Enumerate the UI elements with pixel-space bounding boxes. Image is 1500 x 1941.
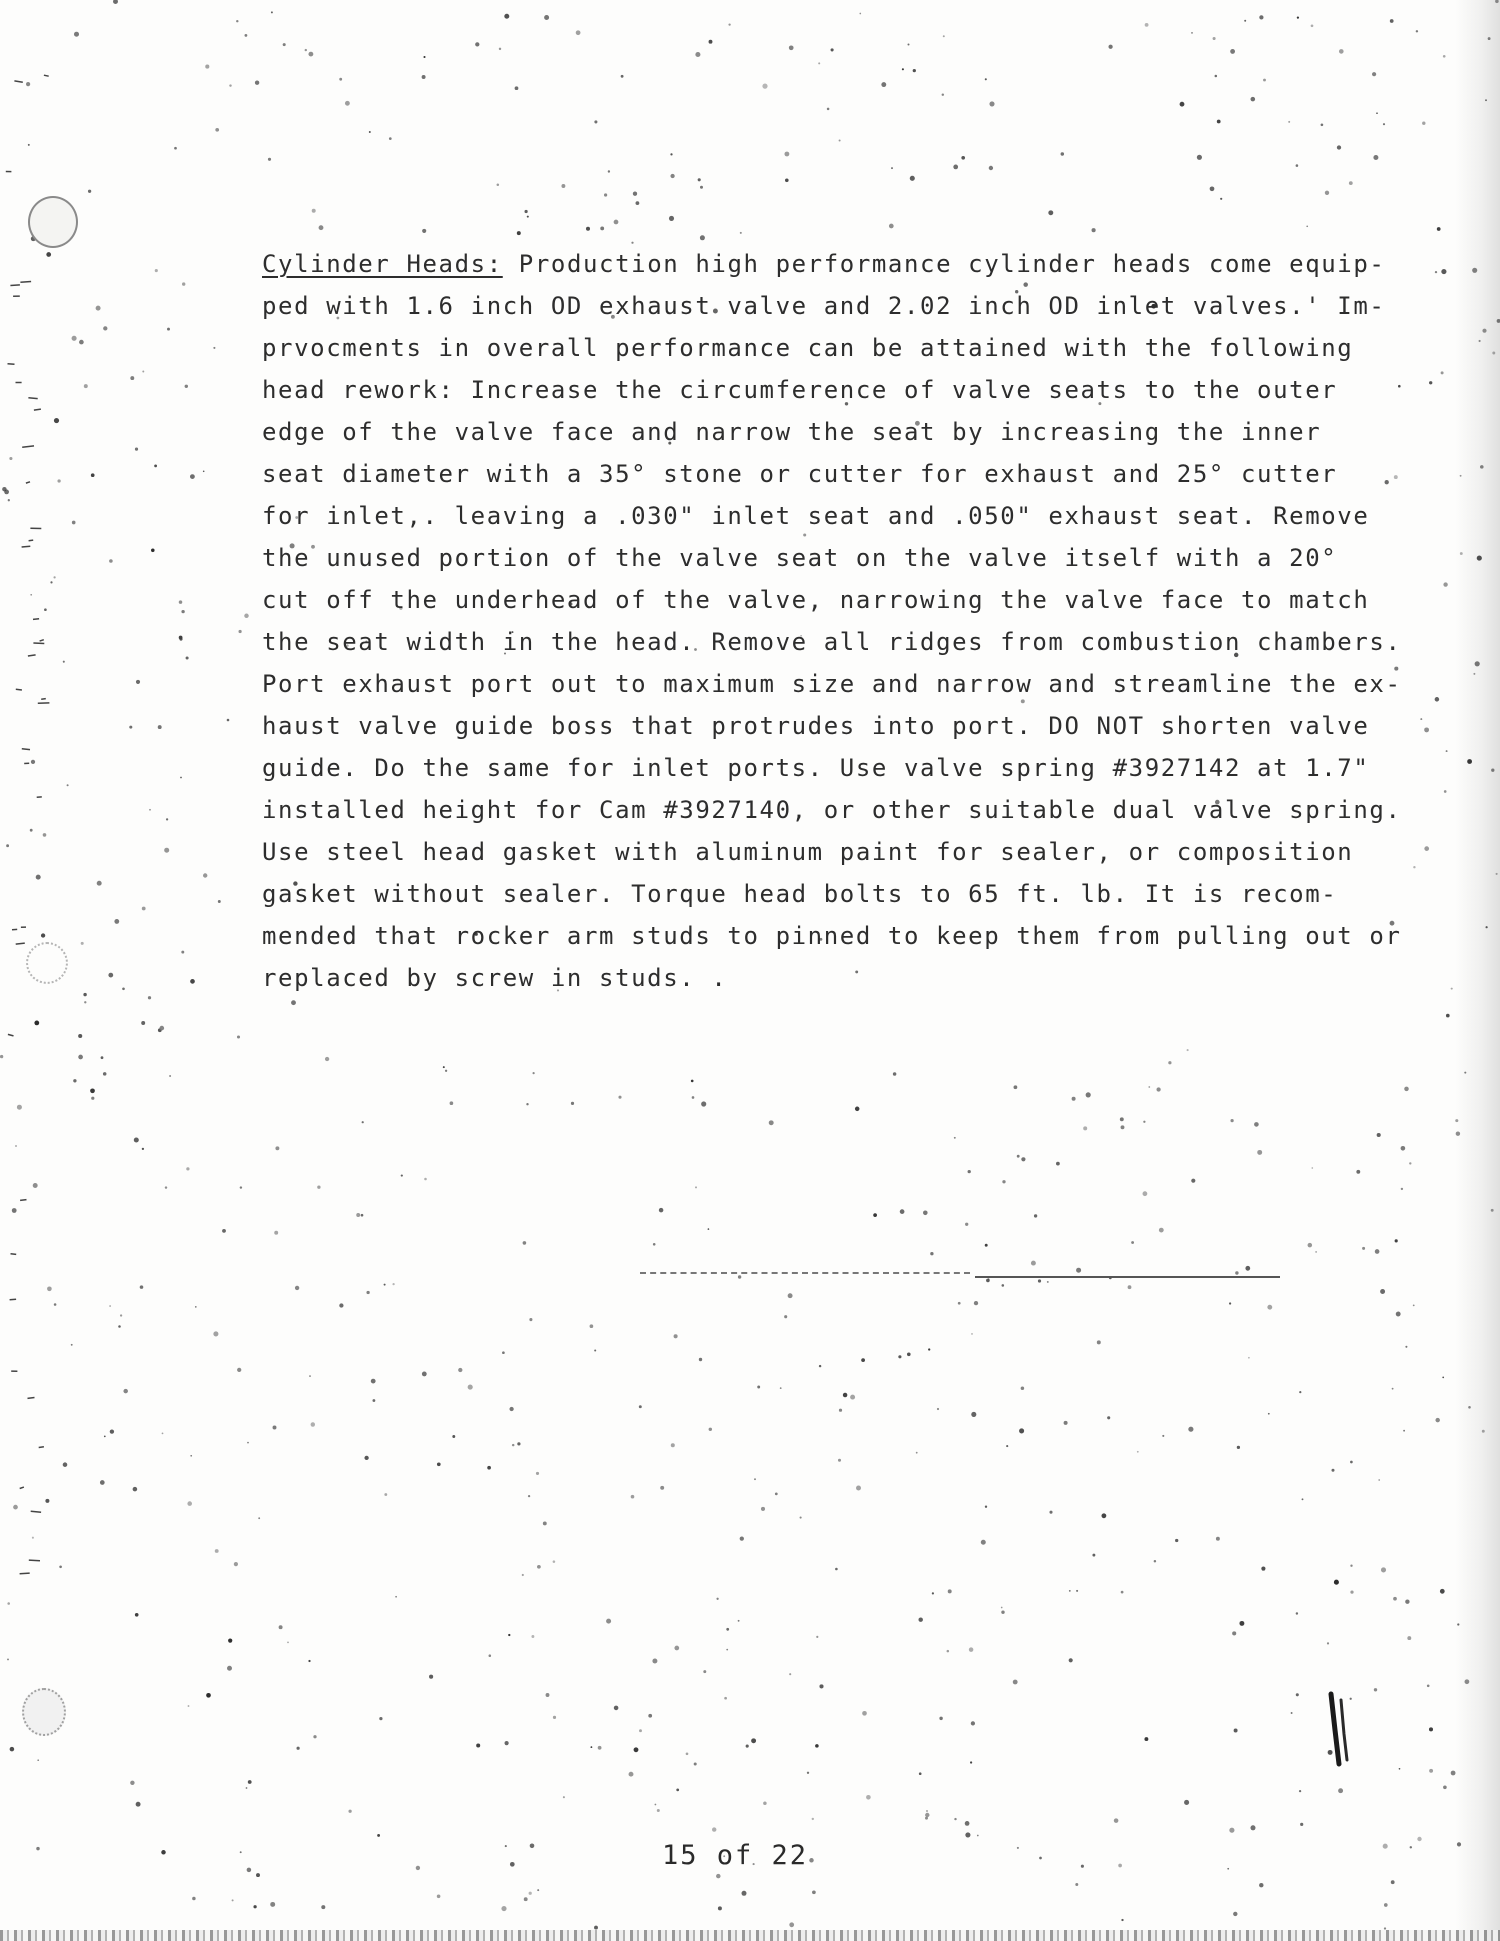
horizontal-rule: [975, 1276, 1280, 1278]
paragraph-line: guide. Do the same for inlet ports. Use valve spring #3927142 at 1.7": [262, 754, 1370, 782]
scan-bottom-edge: [0, 1930, 1500, 1941]
section-label: Cylinder Heads:: [262, 250, 503, 278]
punch-hole-middle: [26, 942, 68, 984]
paragraph-line-text: Production high performance cylinder heads come equip-: [502, 250, 1386, 278]
punch-hole-bottom: [22, 1688, 66, 1736]
paragraph-line: [262, 250, 1385, 278]
page-edge-shadow: [1455, 0, 1500, 1941]
paragraph-line: installed height for Cam #3927140, or other suitable dual valve spring.: [262, 796, 1402, 824]
paragraph-line: mended that rocker arm studs to pinned to keep them from pulling out or: [262, 922, 1402, 950]
paragraph-line: the seat width in the head. Remove all ridges from combustion chambers.: [262, 628, 1402, 656]
paragraph-line: gasket without sealer. Torque head bolts to 65 ft. lb. It is recom-: [262, 880, 1338, 908]
punch-hole-top: [28, 196, 78, 248]
paragraph-line: ped with 1.6 inch OD exhaust valve and 2.02 inch OD inlet valves.' Im-: [262, 292, 1386, 320]
ink-smudge-mark: [1325, 1690, 1355, 1768]
paragraph-line: edge of the valve face and narrow the seat by increasing the inner: [262, 418, 1322, 446]
paragraph-line: prvocments in overall performance can be attained with the following: [262, 334, 1354, 362]
paragraph-line: the unused portion of the valve seat on the valve itself with a 20°: [262, 544, 1338, 572]
dashed-rule: [640, 1272, 970, 1274]
paragraph-line: for inlet,. leaving a .030" inlet seat and .050" exhaust seat. Remove: [262, 502, 1370, 530]
paragraph-line: Port exhaust port out to maximum size and narrow and streamline the ex-: [262, 670, 1402, 698]
page-number: 15 of 22: [662, 1840, 809, 1871]
paragraph-line: haust valve guide boss that protrudes into port. DO NOT shorten valve: [262, 712, 1370, 740]
paragraph-line: replaced by screw in studs. .: [262, 964, 728, 992]
paragraph-line: head rework: Increase the circumference of valve seats to the outer: [262, 376, 1338, 404]
paragraph-line: seat diameter with a 35° stone or cutter for exhaust and 25° cutter: [262, 460, 1338, 488]
paragraph-line: Use steel head gasket with aluminum paint for sealer, or composition: [262, 838, 1354, 866]
paragraph-line: cut off the underhead of the valve, narrowing the valve face to match: [262, 586, 1370, 614]
